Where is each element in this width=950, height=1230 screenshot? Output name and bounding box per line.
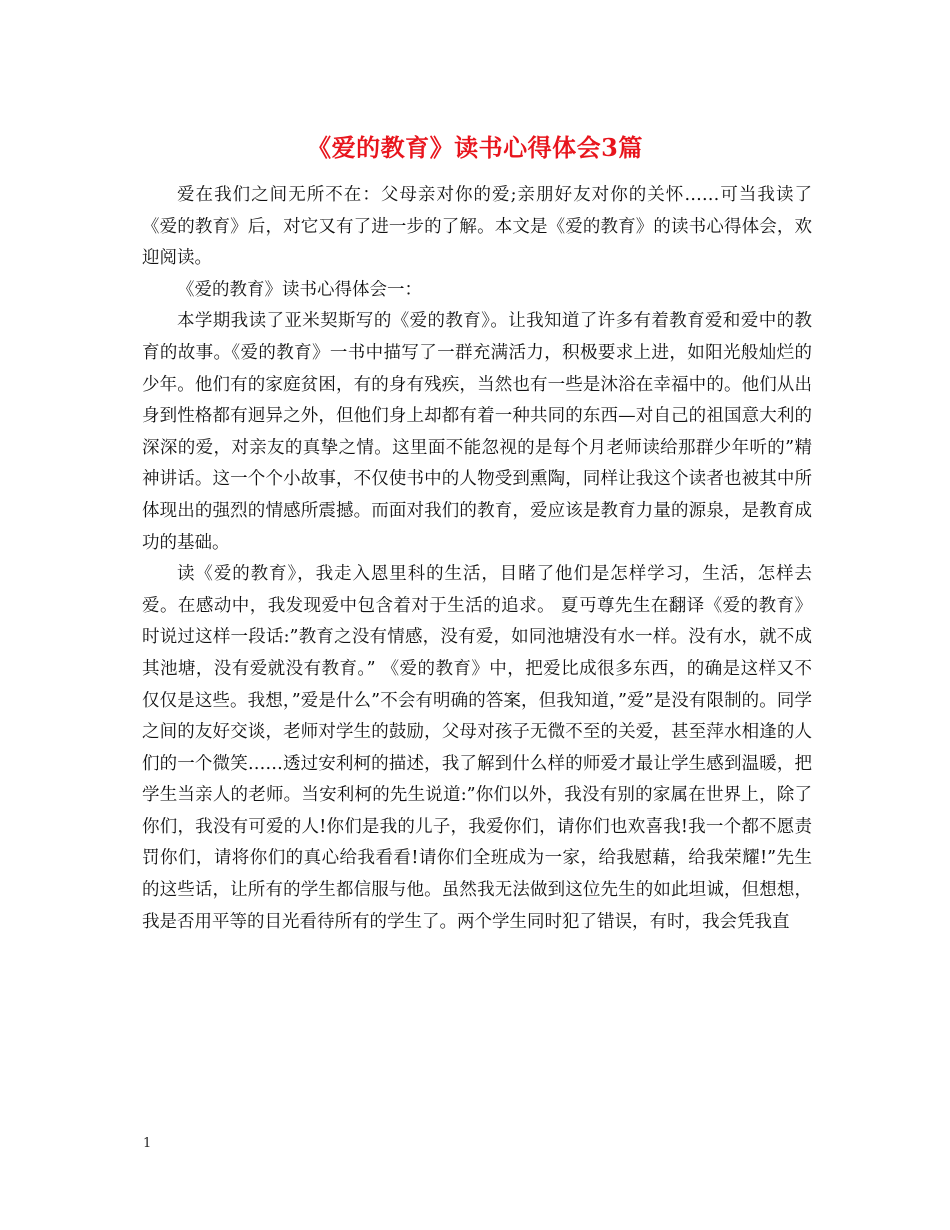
paragraph-intro: 爱在我们之间无所不在：父母亲对你的爱;亲朋好友对你的关怀……可当我读了《爱的教育》后，对它又有了进一步的了解。本文是《爱的教育》的读书心得体会，欢迎阅读。 <box>142 185 812 269</box>
page-number: 1 <box>143 1136 152 1151</box>
paragraph-body-1: 本学期我读了亚米契斯写的《爱的教育》。让我知道了许多有着教育爱和爱中的教育的故事。《爱的教育》一书中描写了一群充满活力，积极要求上进，如阳光般灿烂的少年。他们有的家庭贫困，有的身有残疾，当然也有一些是沐浴在幸福中的。他们从出身到性格都有迥异之外，但他们身上却都有着一种共同的东西—对自己的祖国意大利的深深的爱，对亲友的真挚之情。这里面不能忽视的是每个月老师读给那群少年听的”精神讲话。这一个个小故事，不仅使书中的人物受到熏陶，同样让我这个读者也被其中所体现出的强烈的情感所震撼。而面对我们的教育，爱应该是教育力量的源泉，是教育成功的基础。 <box>142 311 812 553</box>
document-title: 《爱的教育》读书心得体会3篇 <box>307 133 643 162</box>
paragraph-section-heading: 《爱的教育》读书心得体会一： <box>177 279 422 300</box>
paragraph-body-2: 读《爱的教育》，我走入恩里科的生活，目睹了他们是怎样学习，生活，怎样去爱。在感动中，我发现爱中包含着对于生活的追求。 夏丏尊先生在翻译《爱的教育》时说过这样一段话:”教育之没有情感，没有爱，如同池塘没有水一样。没有水，就不成其池塘，没有爱就没有教育。” 《爱的教育》中，把爱比成很多东西，的确是这样又不仅仅是这些。我想，”爱是什么”不会有明确的答案，但我知道，”爱”是没有限制的。同学之间的友好交谈，老师对学生的鼓励，父母对孩子无微不至的关爱，甚至萍水相逢的人们的一个微笑……透过安利柯的描述，我了解到什么样的师爱才最让学生感到温暖，把学生当亲人的老师。当安利柯的先生说道:”你们以外，我没有别的家属在世界上，除了你们，我没有可爱的人!你们是我的儿子，我爱你们，请你们也欢喜我!我一个都不愿责罚你们，请将你们的真心给我看看!请你们全班成为一家，给我慰藉，给我荣耀!”先生的这些话，让所有的学生都信服与他。虽然我无法做到这位先生的如此坦诚，但想想，我是否用平等的目光看待所有的学生了。两个学生同时犯了错误，有时，我会凭我直 <box>142 564 812 932</box>
document-body <box>142 180 812 938</box>
